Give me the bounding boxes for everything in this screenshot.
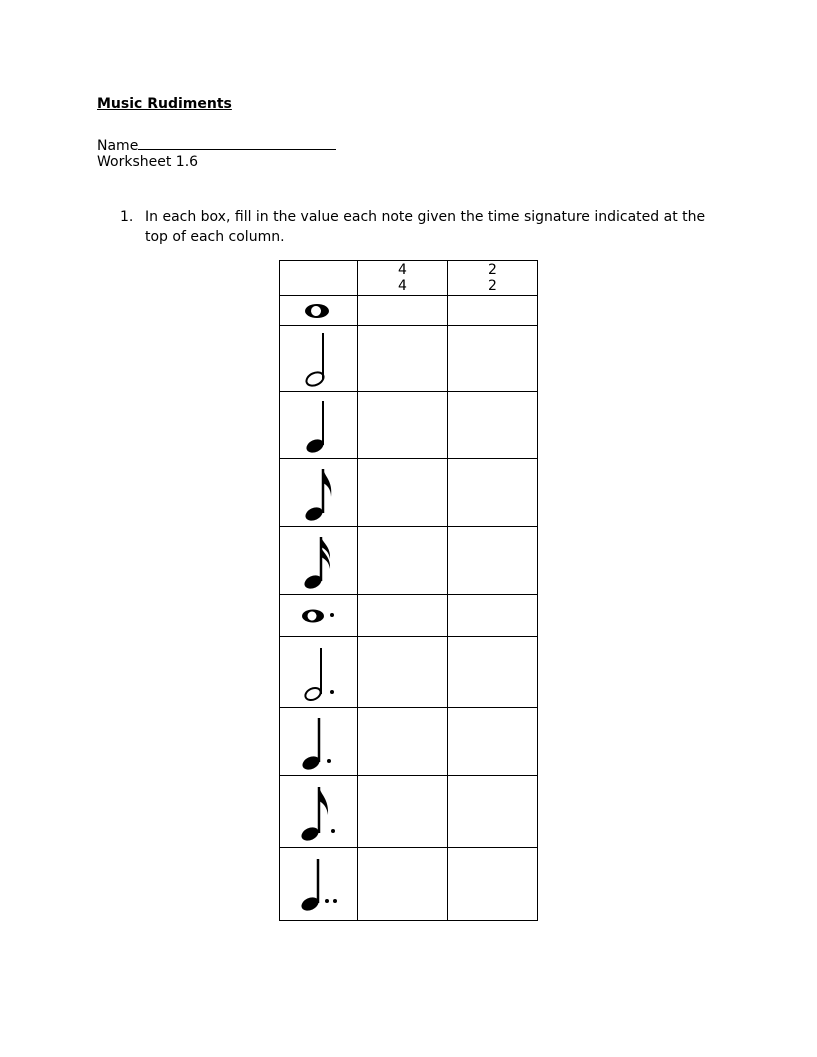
dotted-eighth-note-icon <box>297 781 341 843</box>
answer-box[interactable] <box>358 595 448 637</box>
header-row <box>280 261 538 296</box>
answer-box[interactable] <box>358 776 448 848</box>
answer-box[interactable] <box>358 708 448 776</box>
answer-box[interactable] <box>448 459 538 527</box>
note-cell <box>280 392 358 459</box>
name-label: Name <box>97 138 139 154</box>
answer-box[interactable] <box>448 848 538 921</box>
answer-box[interactable] <box>448 708 538 776</box>
quarter-note-icon <box>299 395 339 455</box>
dotted-quarter-note-icon <box>297 712 341 772</box>
answer-box[interactable] <box>358 459 448 527</box>
answer-box[interactable] <box>448 296 538 326</box>
time-signature-2-2 <box>448 261 538 296</box>
answer-box[interactable] <box>448 326 538 392</box>
page-title: Music Rudiments <box>97 96 232 112</box>
dotted-whole-note-icon <box>299 602 339 630</box>
corner-cell <box>280 261 358 296</box>
time-sig-top: 4 <box>398 262 407 278</box>
table-row <box>280 776 538 848</box>
table-row <box>280 326 538 392</box>
name-field <box>97 135 336 154</box>
note-cell <box>280 848 358 921</box>
answer-box[interactable] <box>448 595 538 637</box>
eighth-note-icon <box>299 463 339 523</box>
note-cell <box>280 776 358 848</box>
answer-box[interactable] <box>358 392 448 459</box>
note-cell <box>280 708 358 776</box>
answer-box[interactable] <box>448 776 538 848</box>
table-row <box>280 296 538 326</box>
note-cell <box>280 296 358 326</box>
whole-note-icon <box>299 297 339 325</box>
answer-box[interactable] <box>358 637 448 708</box>
worksheet-number: Worksheet 1.6 <box>97 154 199 170</box>
note-value-table <box>279 260 538 921</box>
answer-box[interactable] <box>448 527 538 595</box>
table-row <box>280 392 538 459</box>
note-cell <box>280 637 358 708</box>
table-row <box>280 708 538 776</box>
answer-box[interactable] <box>358 527 448 595</box>
dotted-half-note-icon <box>297 642 341 702</box>
name-blank[interactable] <box>138 135 336 150</box>
table-row <box>280 848 538 921</box>
question-text: In each box, fill in the value each note given the time signature indicated at the top of each column. <box>145 209 706 245</box>
answer-box[interactable] <box>448 392 538 459</box>
note-cell <box>280 326 358 392</box>
sixteenth-note-icon <box>299 531 339 591</box>
time-sig-bottom: 2 <box>488 278 497 294</box>
question-number: 1. <box>120 209 134 225</box>
double-dotted-quarter-note-icon <box>294 853 344 915</box>
half-note-icon <box>299 329 339 389</box>
note-cell <box>280 527 358 595</box>
table-row <box>280 527 538 595</box>
answer-box[interactable] <box>358 848 448 921</box>
note-cell <box>280 595 358 637</box>
note-cell <box>280 459 358 527</box>
table-row <box>280 637 538 708</box>
answer-box[interactable] <box>358 326 448 392</box>
time-signature-4-4 <box>358 261 448 296</box>
table-row <box>280 595 538 637</box>
answer-box[interactable] <box>448 637 538 708</box>
table-row <box>280 459 538 527</box>
time-sig-top: 2 <box>488 262 497 278</box>
answer-box[interactable] <box>358 296 448 326</box>
time-sig-bottom: 4 <box>398 278 407 294</box>
